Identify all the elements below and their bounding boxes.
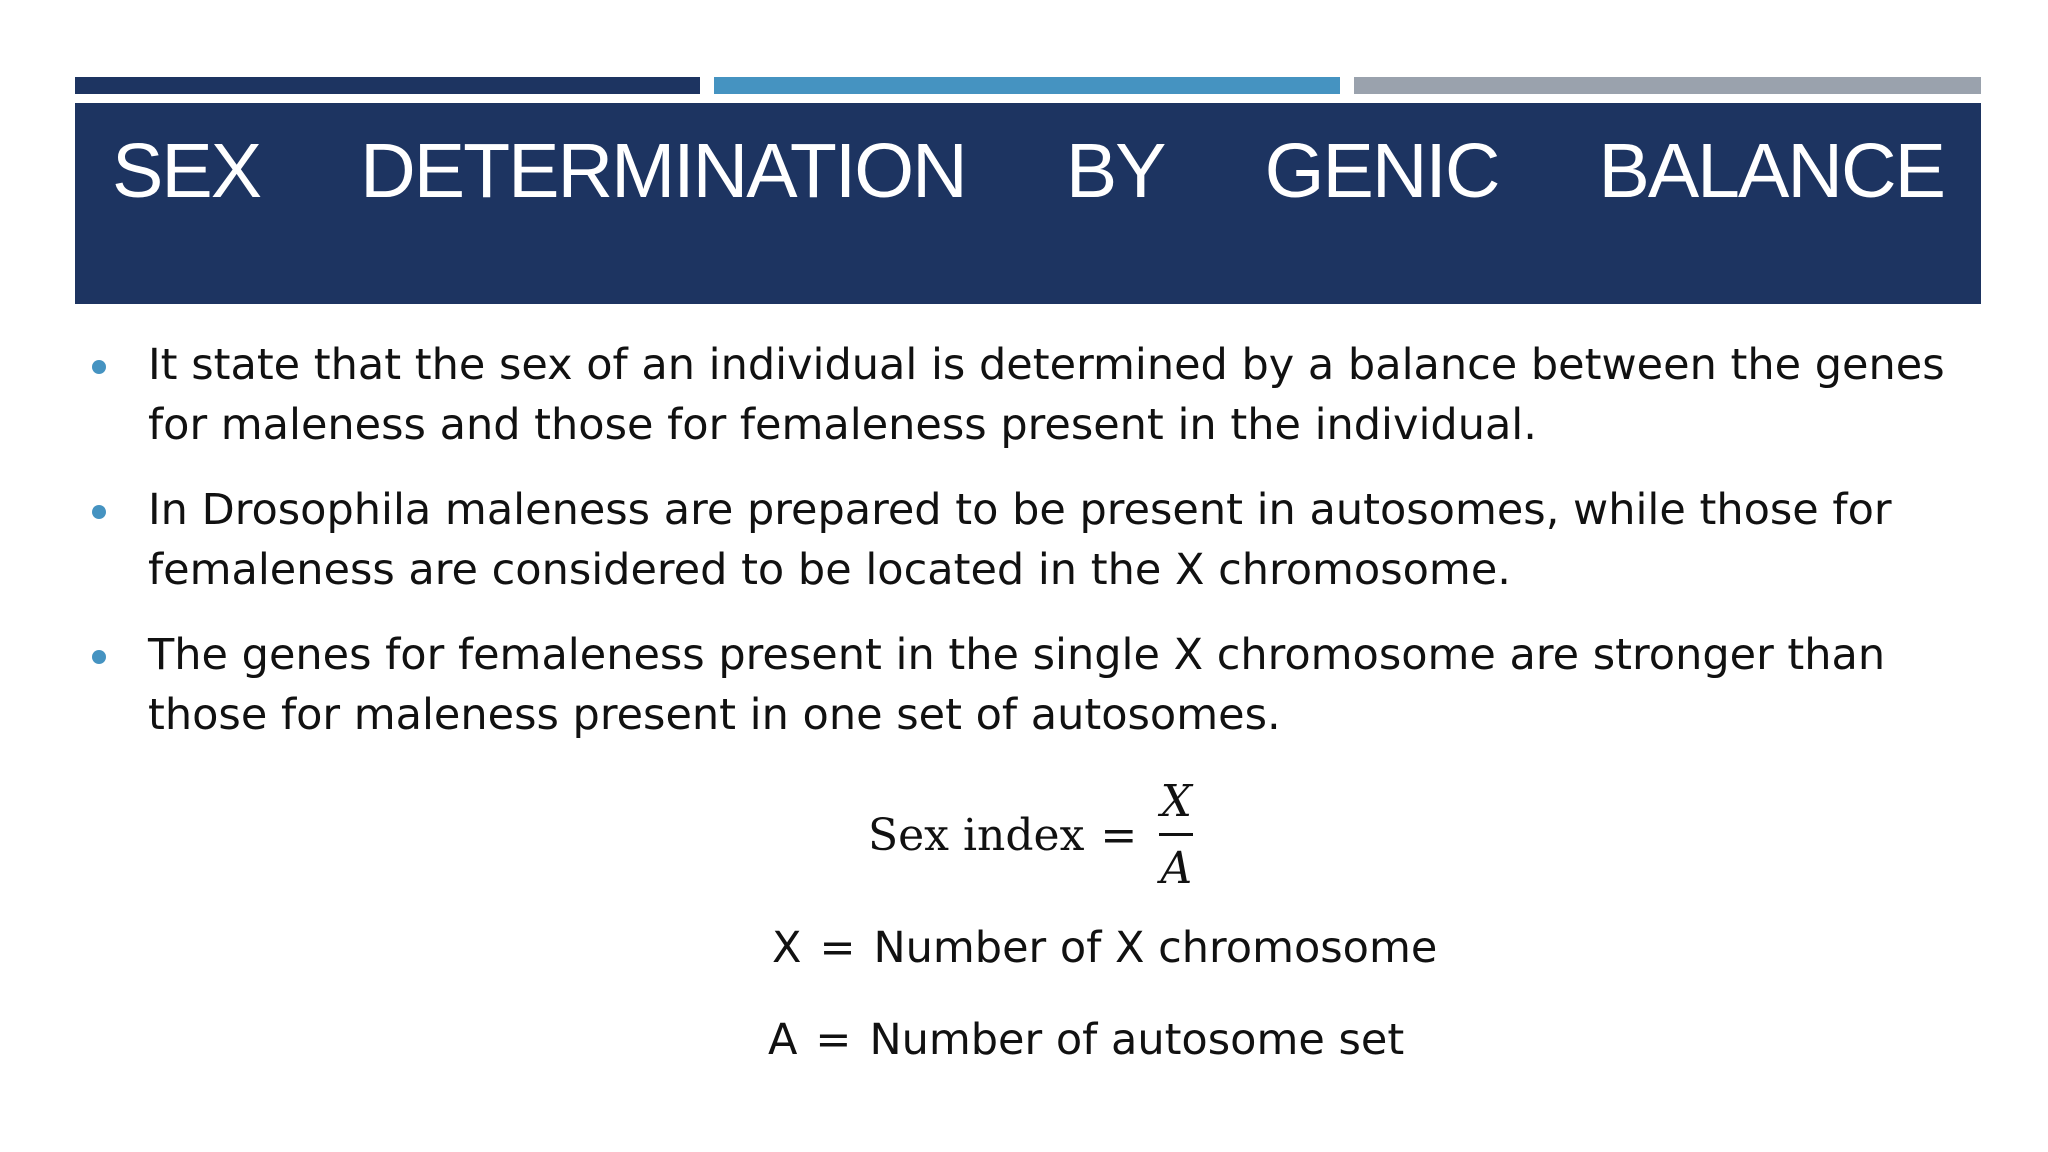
accent-bar-gray <box>1354 77 1981 94</box>
definition-meaning: Number of autosome set <box>869 1015 1405 1065</box>
formula-fraction <box>1159 775 1193 896</box>
formula-numerator: X <box>1160 775 1192 827</box>
bullet-text: In Drosophila maleness are prepared to be present in autosomes, while those for femaleness are considered to be located in the X chromosome. <box>148 485 1892 595</box>
sex-index-formula <box>868 775 1193 895</box>
definition-a <box>768 1010 1404 1070</box>
definition-equals: = <box>815 1015 852 1065</box>
bullet-dot-icon <box>92 360 106 374</box>
title-word: DETERMINATION <box>360 128 966 214</box>
formula-equals: = <box>1100 809 1138 861</box>
definition-symbol: A <box>768 1015 798 1065</box>
definition-x <box>772 918 1437 978</box>
title-word: BY <box>1065 128 1165 214</box>
bullet-item <box>90 625 1970 745</box>
formula-label: Sex index <box>868 809 1085 861</box>
bullet-dot-icon <box>92 650 106 664</box>
bullet-list <box>90 335 1970 770</box>
slide-title <box>112 126 1944 216</box>
title-word: SEX <box>112 128 261 214</box>
fraction-bar <box>1159 833 1193 836</box>
bullet-text: It state that the sex of an individual is determined by a balance between the genes for maleness and those for femaleness present in the individual. <box>148 340 1945 450</box>
bullet-dot-icon <box>92 505 106 519</box>
bullet-item <box>90 335 1970 455</box>
bullet-item <box>90 480 1970 600</box>
title-word: BALANCE <box>1598 128 1944 214</box>
accent-bar-light-blue <box>714 77 1340 94</box>
definition-meaning: Number of X chromosome <box>873 923 1438 973</box>
formula-denominator: A <box>1160 842 1193 894</box>
definition-symbol: X <box>772 923 802 973</box>
bullet-text: The genes for femaleness present in the single X chromosome are stronger than those for maleness present in one set of autosomes. <box>148 630 1886 740</box>
definition-equals: = <box>819 923 856 973</box>
title-word: GENIC <box>1264 128 1499 214</box>
accent-bar-dark-blue <box>75 77 700 94</box>
